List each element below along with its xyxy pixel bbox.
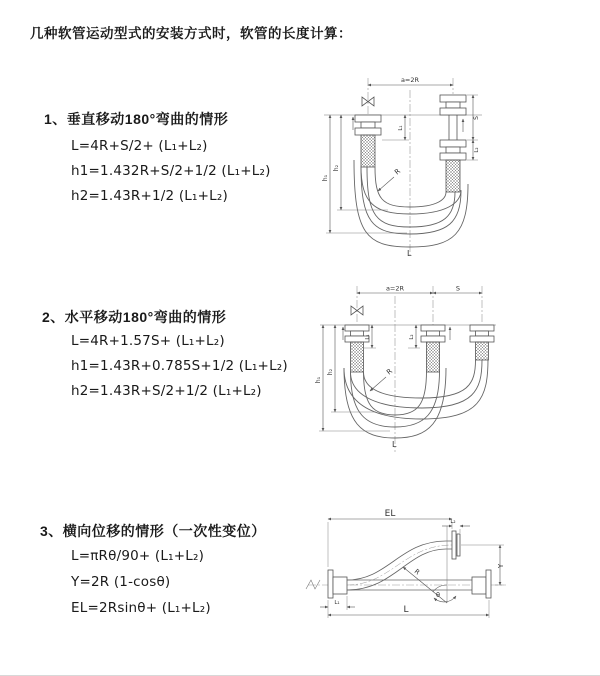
dim-EL-label: EL — [384, 509, 396, 519]
braided-hose-section — [351, 342, 364, 372]
section-3-heading: 3、横向位移的情形（一次性变位） — [40, 523, 266, 539]
dim-L1-label: L₁ — [365, 334, 371, 340]
braided-hose-section — [446, 160, 460, 192]
section-1-formula-h1: h1=1.432R+S/2+1/2 (L₁+L₂) — [71, 163, 271, 179]
length-L-label: L — [392, 440, 397, 449]
dim-L-label: L — [403, 605, 409, 615]
dimension-L — [328, 600, 489, 618]
right-fitting — [440, 95, 466, 192]
section-1-formula-L: L=4R+S/2+ (L₁+L₂) — [71, 138, 208, 154]
left-fitting — [328, 570, 347, 598]
radius-leader — [378, 167, 402, 191]
dim-h2-label: h₂ — [333, 164, 340, 172]
dim-h2-label: h₂ — [327, 368, 334, 376]
dim-a2R-label: a=2R — [400, 76, 420, 84]
braided-hose-section — [361, 135, 375, 167]
section-1-formula-h2: h2=1.43R+1/2 (L₁+L₂) — [71, 188, 228, 204]
displaced-end-fitting — [452, 531, 460, 559]
dim-L1-label: L₁ — [334, 600, 340, 606]
dimension-S — [433, 285, 482, 294]
dim-L2-label: L₂ — [409, 334, 415, 340]
section-3-formula-EL: EL=2Rsinθ+ (L₁+L₂) — [71, 600, 211, 616]
braided-hose-section — [427, 342, 440, 372]
braided-hose-section — [476, 342, 489, 360]
dim-S-label: S — [455, 284, 461, 293]
left-fitting — [355, 115, 381, 167]
angle-theta-label: θ — [436, 591, 440, 599]
radius-label: R — [412, 567, 422, 577]
length-L-label: L — [407, 249, 412, 258]
dim-Y-label: Y — [497, 563, 505, 569]
hose-displaced-position — [347, 541, 452, 590]
angle-theta-construction — [403, 526, 456, 603]
dimension-L2 — [467, 140, 480, 160]
pipe-break-mark — [306, 580, 320, 589]
diagram-vertical-180-bend — [310, 70, 600, 260]
section-1-heading: 1、垂直移动180°弯曲的情形 — [44, 111, 229, 127]
dim-L2-label: L₂ — [450, 519, 456, 525]
dimension-L1 — [320, 596, 355, 610]
diagram-lateral-displacement — [300, 500, 600, 650]
dim-S-label: S — [473, 116, 480, 120]
section-3-formula-L: L=πRθ/90+ (L₁+L₂) — [71, 548, 205, 564]
dimension-a2R — [357, 285, 433, 294]
dimension-EL — [328, 509, 452, 567]
right-fitting — [472, 570, 491, 598]
dim-L1-label: L₁ — [398, 125, 404, 131]
hose-u-curves — [344, 359, 488, 438]
dim-a2R-label: a=2R — [385, 284, 405, 293]
section-2-heading: 2、水平移动180°弯曲的情形 — [42, 309, 227, 325]
dimension-L1 — [382, 115, 409, 140]
page-title: 几种软管运动型式的安装方式时，软管的长度计算： — [30, 26, 352, 41]
right-fitting — [470, 325, 494, 360]
section-3-formula-Y: Y=2R (1-cosθ) — [71, 574, 171, 590]
diagram-horizontal-180-bend — [310, 280, 600, 460]
dim-L2-label: L₂ — [474, 147, 480, 153]
left-fitting — [345, 325, 369, 372]
middle-fitting — [421, 325, 445, 372]
section-2-formula-L: L=4R+1.57S+ (L₁+L₂) — [71, 333, 225, 349]
section-2-formula-h2: h2=1.43R+S/2+1/2 (L₁+L₂) — [71, 383, 262, 399]
dimension-L2 — [408, 325, 420, 348]
section-2-formula-h1: h1=1.43R+0.785S+1/2 (L₁+L₂) — [71, 358, 288, 374]
dimension-a2R — [368, 76, 453, 85]
radius-leader — [370, 367, 394, 391]
radius-label: R — [393, 167, 403, 177]
dim-h1-label: h₁ — [315, 376, 322, 384]
dimension-S — [467, 95, 480, 140]
radius-label: R — [385, 367, 395, 377]
centerlines — [357, 286, 482, 452]
dim-h1-label: h₁ — [322, 174, 329, 182]
